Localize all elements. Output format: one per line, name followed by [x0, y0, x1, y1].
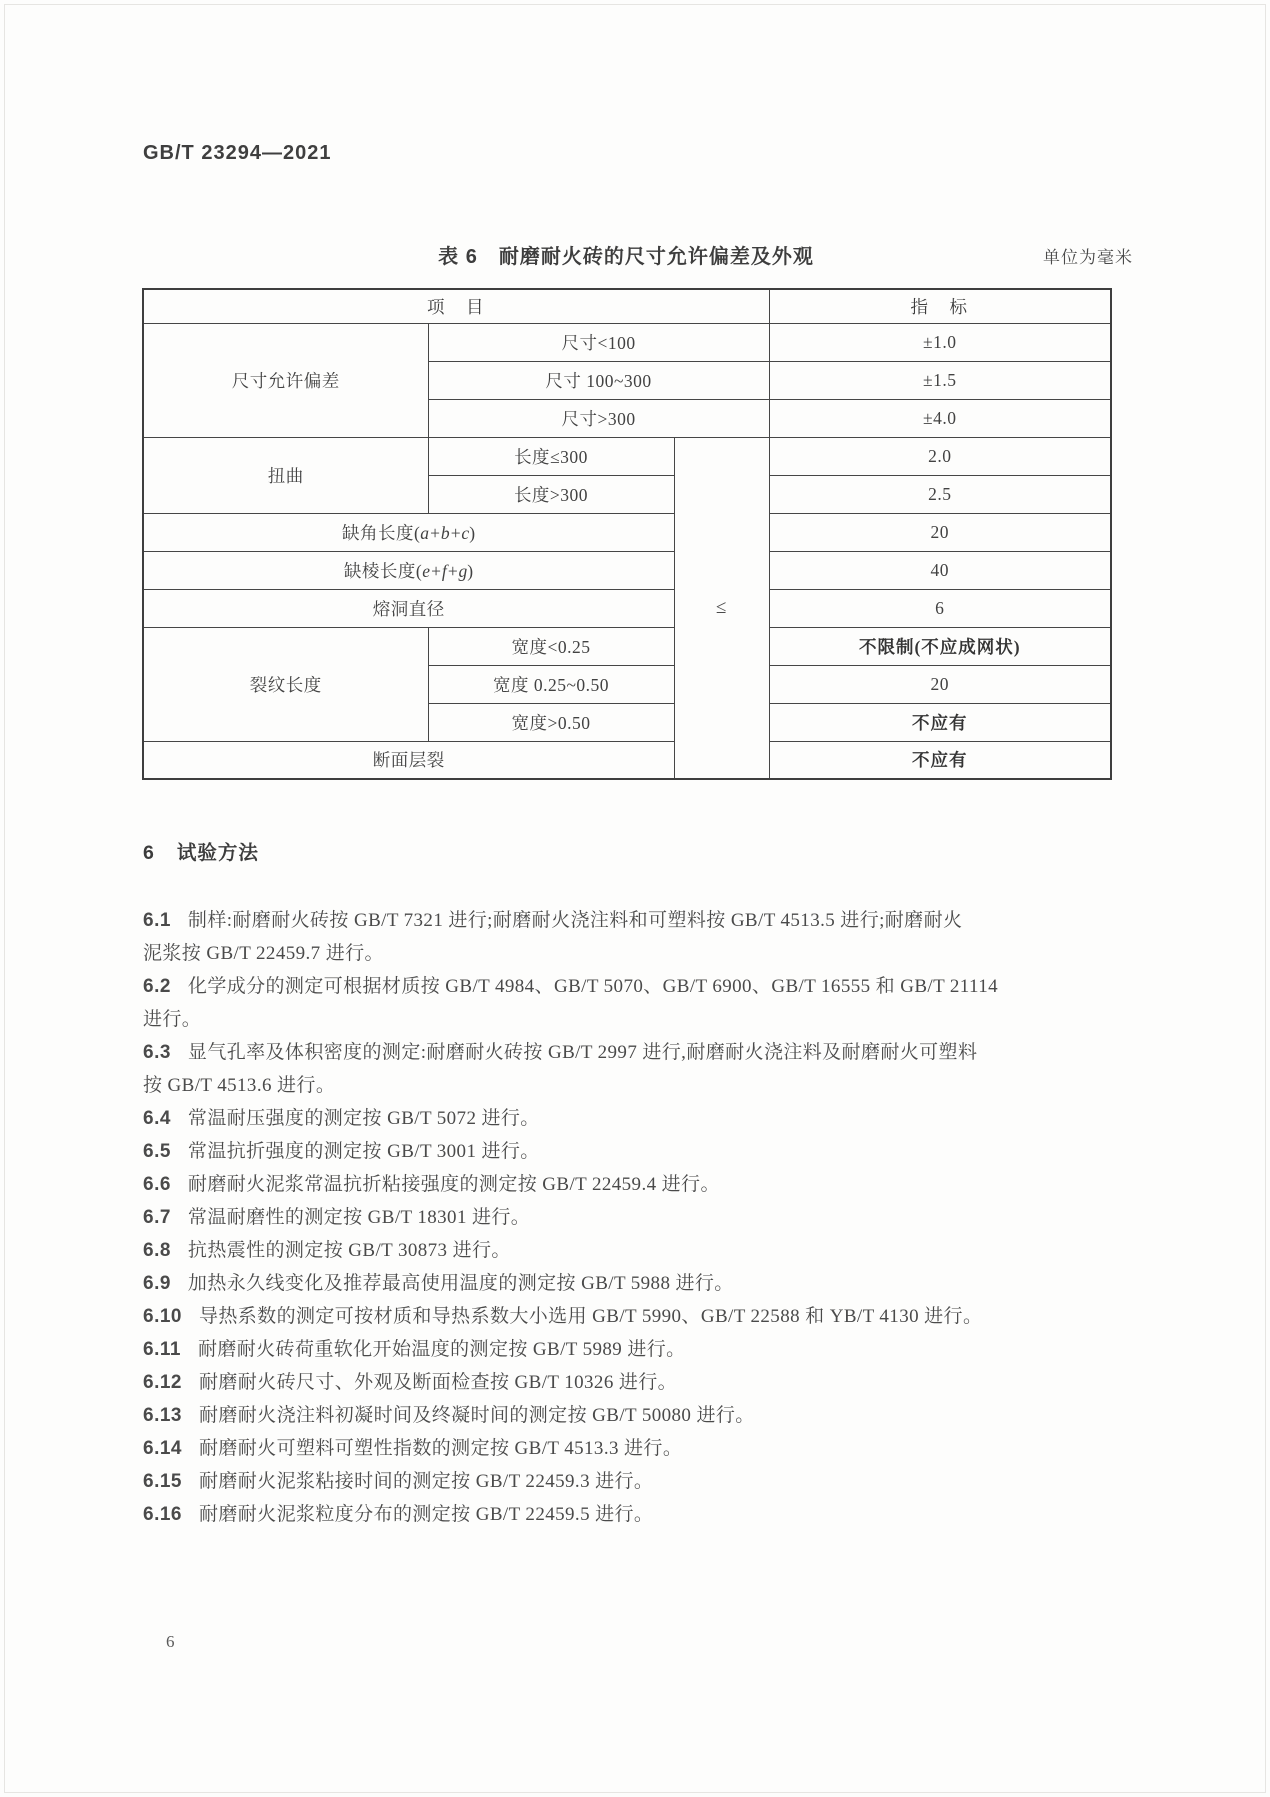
table-row — [143, 589, 1111, 627]
section-heading — [143, 838, 1138, 868]
method-item-line: 按 GB/T 4513.6 进行。 — [143, 1075, 336, 1096]
row-label: 断面层裂 — [143, 741, 674, 779]
row-label-text: ) — [469, 522, 476, 543]
table-row — [143, 513, 1111, 551]
table-row — [143, 627, 1111, 665]
clause-number: 6.5 — [143, 1141, 171, 1162]
methods-body — [143, 904, 1138, 1531]
method-item-line: 进行。 — [143, 1009, 202, 1030]
clause-number: 6.15 — [143, 1471, 182, 1492]
row-group-label: 尺寸允许偏差 — [143, 323, 428, 437]
clause-number: 6.4 — [143, 1108, 171, 1129]
row-value: 40 — [769, 551, 1111, 589]
test-methods-section — [143, 838, 1138, 1531]
clause-text: 耐磨耐火浇注料初凝时间及终凝时间的测定按 GB/T 50080 进行。 — [198, 1405, 755, 1426]
row-label-text: 缺棱长度( — [343, 560, 423, 581]
unit-note: 单位为毫米 — [1043, 248, 1133, 267]
clause-number: 6.14 — [143, 1438, 182, 1459]
row-value: 不应有 — [769, 741, 1111, 779]
clause-text: 耐磨耐火泥浆粒度分布的测定按 GB/T 22459.5 进行。 — [198, 1504, 654, 1525]
clause-text: 加热永久线变化及推荐最高使用温度的测定按 GB/T 5988 进行。 — [187, 1273, 734, 1294]
method-item-line — [143, 1399, 1138, 1432]
method-item-line — [143, 1201, 1138, 1234]
row-value: ±4.0 — [769, 399, 1111, 437]
method-item-line — [143, 1300, 1138, 1333]
row-sub-label: 长度>300 — [428, 475, 674, 513]
clause-text: 耐磨耐火砖荷重软化开始温度的测定按 GB/T 5989 进行。 — [197, 1339, 686, 1360]
clause-number: 6.12 — [143, 1372, 182, 1393]
row-label-text: 缺角长度( — [341, 522, 421, 543]
clause-text: 耐磨耐火砖尺寸、外观及断面检查按 GB/T 10326 进行。 — [198, 1372, 678, 1393]
row-sub-label: 宽度>0.50 — [428, 703, 674, 741]
method-item-line — [143, 1234, 1138, 1267]
table-header-row — [143, 289, 1111, 323]
row-sub-label: 尺寸>300 — [428, 399, 769, 437]
clause-number: 6.13 — [143, 1405, 182, 1426]
method-item-line — [143, 1333, 1138, 1366]
method-item-line — [143, 1432, 1138, 1465]
clause-number: 6.16 — [143, 1504, 182, 1525]
row-label-text: ) — [467, 560, 474, 581]
clause-text: 导热系数的测定可按材质和导热系数大小选用 GB/T 5990、GB/T 22588 和 YB/T 4130 进行。 — [198, 1306, 983, 1327]
method-item-line — [143, 1267, 1138, 1300]
row-value: 20 — [769, 665, 1111, 703]
header-cell-index: 指 标 — [769, 289, 1111, 323]
clause-text: 常温耐磨性的测定按 GB/T 18301 进行。 — [187, 1207, 531, 1228]
method-item-line — [143, 1102, 1138, 1135]
table-row — [143, 741, 1111, 779]
row-value: ±1.5 — [769, 361, 1111, 399]
row-value: 不限制(不应成网状) — [769, 627, 1111, 665]
row-label — [143, 513, 674, 551]
standard-code: GB/T 23294—2021 — [143, 142, 332, 164]
method-item-line — [143, 1135, 1138, 1168]
row-sub-label: 长度≤300 — [428, 437, 674, 475]
method-item-line — [143, 1498, 1138, 1531]
page-number: 6 — [166, 1632, 175, 1651]
clause-text: 制样:耐磨耐火砖按 GB/T 7321 进行;耐磨耐火浇注料和可塑料按 GB/T 4513.5 进行;耐磨耐火 — [187, 910, 963, 931]
row-value: ±1.0 — [769, 323, 1111, 361]
section-number: 6 — [143, 842, 155, 864]
table-row — [143, 323, 1111, 361]
clause-text: 抗热震性的测定按 GB/T 30873 进行。 — [187, 1240, 511, 1261]
clause-text: 常温抗折强度的测定按 GB/T 3001 进行。 — [187, 1141, 540, 1162]
row-group-label: 裂纹长度 — [143, 627, 428, 741]
row-value: 20 — [769, 513, 1111, 551]
row-value: 2.5 — [769, 475, 1111, 513]
method-item-line — [143, 1168, 1138, 1201]
clause-text: 显气孔率及体积密度的测定:耐磨耐火砖按 GB/T 2997 进行,耐磨耐火浇注料及耐磨耐火可塑料 — [187, 1042, 978, 1063]
clause-text: 常温耐压强度的测定按 GB/T 5072 进行。 — [187, 1108, 540, 1129]
row-sub-label: 宽度<0.25 — [428, 627, 674, 665]
clause-number: 6.11 — [143, 1339, 181, 1360]
method-item-line — [143, 1465, 1138, 1498]
clause-number: 6.9 — [143, 1273, 171, 1294]
header-cell-item: 项 目 — [143, 289, 769, 323]
row-value: 6 — [769, 589, 1111, 627]
method-item-line — [143, 1366, 1138, 1399]
row-value: 2.0 — [769, 437, 1111, 475]
method-item-line — [143, 1036, 1138, 1069]
clause-text: 耐磨耐火泥浆粘接时间的测定按 GB/T 22459.3 进行。 — [198, 1471, 654, 1492]
row-sub-label: 尺寸 100~300 — [428, 361, 769, 399]
section-title: 试验方法 — [176, 842, 259, 864]
clause-number: 6.10 — [143, 1306, 182, 1327]
row-value: 不应有 — [769, 703, 1111, 741]
row-label-math: e+f+g — [422, 560, 468, 581]
table-caption-row — [142, 240, 1133, 270]
clause-number: 6.3 — [143, 1042, 171, 1063]
method-item-line: 泥浆按 GB/T 22459.7 进行。 — [143, 943, 384, 964]
clause-text: 耐磨耐火泥浆常温抗折粘接强度的测定按 GB/T 22459.4 进行。 — [187, 1174, 720, 1195]
row-group-label: 扭曲 — [143, 437, 428, 513]
method-item-line — [143, 970, 1138, 1003]
clause-number: 6.1 — [143, 910, 171, 931]
clause-number: 6.6 — [143, 1174, 171, 1195]
row-label — [143, 551, 674, 589]
method-item-line — [143, 904, 1138, 937]
clause-text: 耐磨耐火可塑料可塑性指数的测定按 GB/T 4513.3 进行。 — [198, 1438, 683, 1459]
row-label-math: a+b+c — [420, 522, 470, 543]
clause-number: 6.2 — [143, 976, 171, 997]
row-sub-label: 宽度 0.25~0.50 — [428, 665, 674, 703]
row-label: 熔洞直径 — [143, 589, 674, 627]
table-row — [143, 551, 1111, 589]
row-sub-label: 尺寸<100 — [428, 323, 769, 361]
clause-number: 6.8 — [143, 1240, 171, 1261]
table6 — [142, 288, 1112, 780]
table-row — [143, 437, 1111, 475]
less-equal-cell: ≤ — [674, 437, 769, 779]
table6-caption: 表 6 耐磨耐火砖的尺寸允许偏差及外观 — [438, 246, 814, 268]
clause-number: 6.7 — [143, 1207, 171, 1228]
clause-text: 化学成分的测定可根据材质按 GB/T 4984、GB/T 5070、GB/T 6900、GB/T 16555 和 GB/T 21114 — [187, 976, 998, 997]
